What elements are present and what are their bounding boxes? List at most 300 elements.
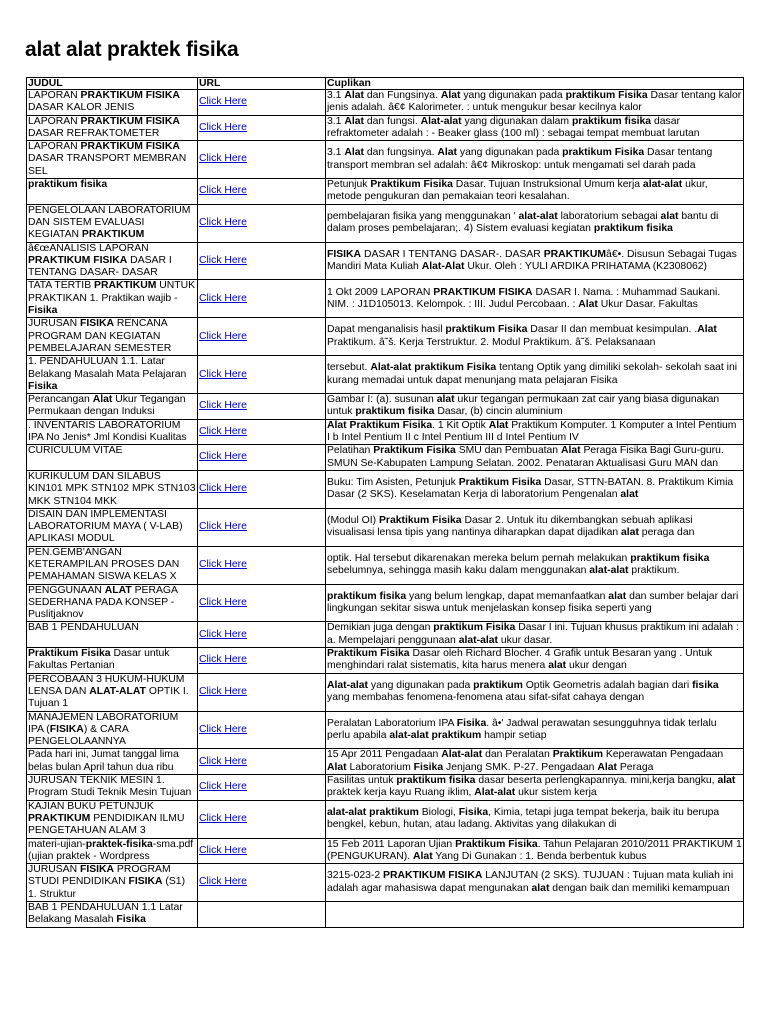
text-segment: DASAR I TENTANG DASAR-. DASAR (361, 248, 544, 260)
table-row (27, 204, 744, 242)
keyword-highlight: PRAKTIKUM FISIKA (80, 115, 180, 127)
result-snippet (326, 800, 744, 838)
result-snippet (326, 242, 744, 280)
result-title (27, 864, 198, 902)
text-segment: Perancangan (28, 394, 93, 406)
keyword-highlight: praktikum fisika (396, 775, 476, 787)
table-row (27, 394, 744, 420)
text-segment: praktikum. (628, 565, 680, 577)
text-segment: UNTUK PRAKTIKAN 1. Praktikan wajib - (28, 280, 196, 304)
keyword-highlight: Alat (344, 90, 364, 101)
text-segment: PENGELOLAAN LABORATORIUM DAN SISTEM EVALUASI KEGIATAN (28, 204, 191, 241)
text-segment: materi-ujian- (28, 838, 86, 850)
text-segment: â€•. Disusun Sebagai Tugas Mandiri Mata Kuliah (327, 248, 737, 272)
text-segment: 1. PENDAHULUAN 1.1. Latar Belakang Masalah Mata Pelajaran (28, 356, 187, 380)
click-here-link[interactable]: Click Here (199, 153, 247, 165)
text-segment: pembelajaran fisika yang menggunakan ' (327, 210, 519, 222)
keyword-highlight: praktikum fisika (571, 115, 652, 127)
text-segment: ) & CARA PENGELOLAANNYA (28, 723, 129, 748)
keyword-highlight: Praktikum Fisika (370, 179, 453, 191)
click-here-link[interactable]: Click Here (199, 400, 247, 412)
text-segment: DASAR REFRAKTOMETER (28, 127, 160, 139)
result-snippet (326, 141, 744, 179)
table-row (27, 622, 744, 648)
result-title (27, 673, 198, 711)
text-segment: Optik Geometris adalah bagian dari (522, 679, 693, 691)
text-segment: yang digunakan pada (457, 147, 563, 159)
result-title (27, 445, 198, 471)
click-here-link[interactable]: Click Here (199, 185, 247, 197)
keyword-highlight: praktikum fisika (327, 590, 407, 602)
keyword-highlight: PRAKTIKUM FISIKA (383, 870, 483, 882)
result-title (27, 775, 198, 801)
keyword-highlight: Fisika (116, 914, 146, 926)
text-segment: Ukur Dasar. Fakultas (597, 298, 698, 310)
keyword-highlight: alat (548, 660, 567, 672)
table-row (27, 280, 744, 318)
text-segment: Peraga (616, 761, 654, 773)
keyword-highlight: PRAKTIKUM FISIKA (80, 141, 180, 153)
header-url: URL (198, 78, 326, 90)
result-snippet (326, 749, 744, 775)
text-segment: yang belum lengkap, dapat memanfaatkan (406, 590, 609, 602)
text-segment: KURIKULUM DAN SILABUS KIN101 MPK STN102 MPK STN103 MKK STN104 MKK (28, 470, 196, 507)
text-segment: ukur tegangan permukaan zat cair yang biasa digunakan untuk (327, 394, 720, 418)
table-row (27, 673, 744, 711)
keyword-highlight: Alat (92, 394, 113, 406)
keyword-highlight: alat-alat praktikum (327, 806, 419, 818)
text-segment: yang digunakan dalam (461, 115, 572, 127)
text-segment: Dasar 2. Untuk itu dikembangkan sebuah aplikasi visualisasi lensa tipis yang nantinya diharapkan dapat dijadikan (327, 514, 693, 539)
text-segment: Dasar II dan membuat kesimpulan. . (527, 324, 698, 336)
result-title (27, 902, 198, 928)
result-url-cell (198, 673, 326, 711)
text-segment: 3.1 (327, 115, 345, 127)
results-table (26, 77, 744, 928)
result-snippet (326, 622, 744, 648)
keyword-highlight: Alat (697, 324, 717, 336)
keyword-highlight: Alat (344, 147, 364, 159)
result-snippet (326, 318, 744, 356)
text-segment: dasar refraktometer adalah : - Beaker glass (100 ml) : sebagai tempat membuat larutan (327, 115, 700, 139)
result-url-cell (198, 546, 326, 584)
result-snippet (326, 584, 744, 622)
result-title (27, 242, 198, 280)
keyword-highlight: PRAKTIKUM FISIKA (433, 286, 533, 298)
result-url-cell (198, 838, 326, 864)
click-here-link[interactable]: Click Here (199, 723, 247, 735)
text-segment: , Kimia, tetapi juga tempat bekerja, baik itu berupa bengkel, kebun, hutan, atau ladang. Aktivitas yang dilakukan di (327, 806, 720, 831)
result-url-cell (198, 749, 326, 775)
text-segment: Dasar, (b) cincin aluminium (434, 406, 563, 418)
result-url-cell (198, 622, 326, 648)
keyword-highlight: praktikum Fisika (445, 324, 528, 336)
result-url-cell (198, 648, 326, 674)
result-url-cell (198, 280, 326, 318)
result-url-cell (198, 775, 326, 801)
keyword-highlight: praktikum Fisika (562, 147, 645, 159)
result-title (27, 141, 198, 179)
click-here-link[interactable]: Click Here (199, 596, 247, 608)
text-segment: PROGRAM STUDI PENDIDIKAN (28, 864, 171, 888)
text-segment: Keperawatan Pengadaan (602, 749, 724, 761)
keyword-highlight: PRAKTIKUM FISIKA (28, 254, 128, 266)
click-here-link[interactable]: Click Here (199, 483, 247, 495)
keyword-highlight: alat-alat (589, 565, 629, 577)
keyword-highlight: praktek-fisika (85, 838, 153, 850)
text-segment: laboratorium sebagai (557, 210, 661, 222)
keyword-highlight: praktikum fisika (28, 179, 108, 191)
keyword-highlight: alat (660, 210, 679, 222)
table-row (27, 141, 744, 179)
keyword-highlight: Alat-alat praktikum Fisika (370, 362, 497, 374)
keyword-highlight: FISIKA (79, 864, 115, 876)
text-segment: Peraga Fisika Bagi Guru-guru. SMUN Se-Kabupaten Lampung Selatan. 2002. Penataran Aktualisasi Guru MAN dan (327, 445, 724, 469)
text-segment: JURUSAN (28, 864, 80, 876)
click-here-link[interactable]: Click Here (199, 558, 247, 570)
table-row (27, 115, 744, 141)
text-segment: . â•' Jadwal perawatan sesungguhnya tidak terlalu perlu apabila (327, 717, 717, 741)
table-row (27, 648, 744, 674)
keyword-highlight: Praktikum Fisika (28, 648, 111, 660)
result-url-cell (198, 115, 326, 141)
table-row (27, 902, 744, 928)
text-segment: tentang Optik yang dimiliki sekolah- sekolah saat ini kurang memadai untuk dapat menunjang mata pelajaran Fisika (327, 362, 738, 386)
result-snippet (326, 445, 744, 471)
text-segment: ukur dasar. (498, 634, 553, 646)
result-title (27, 179, 198, 205)
header-judul: JUDUL (27, 78, 198, 90)
keyword-highlight: FISIKA (49, 723, 84, 735)
result-url-cell (198, 508, 326, 546)
keyword-highlight: praktikum fisika (593, 223, 673, 235)
keyword-highlight: alat-alat (458, 634, 498, 646)
keyword-highlight: fisika (692, 679, 719, 691)
click-here-link[interactable]: Click Here (199, 254, 247, 266)
text-segment: (Modul OI) (327, 514, 379, 526)
keyword-highlight: alat (621, 527, 639, 539)
click-here-link[interactable]: Click Here (199, 755, 247, 767)
result-snippet (326, 673, 744, 711)
page-title: alat alat praktek fisika (25, 38, 239, 61)
result-snippet (326, 508, 744, 546)
result-url-cell (198, 242, 326, 280)
header-row (27, 78, 744, 90)
keyword-highlight: Alat (440, 90, 461, 101)
text-segment: dasar beserta perlengkapannya. mini,kerja bangku, (475, 775, 718, 787)
result-url-cell (198, 318, 326, 356)
text-segment: Dasar oleh Richard Blocher. 4 Grafik untuk Besaran yang . Untuk menghindari ralat sistematis, kita harus menera (327, 648, 713, 672)
result-snippet (326, 419, 744, 445)
text-segment: â€œANALISIS LAPORAN (28, 242, 149, 254)
click-here-link[interactable]: Click Here (199, 330, 247, 342)
text-segment: yang membahas fenomena-fenomena atau sifat-sifat cahaya dengan (327, 692, 645, 704)
result-snippet (326, 648, 744, 674)
keyword-highlight: alat-alat praktikum (389, 729, 482, 741)
text-segment: Biologi, (418, 806, 459, 818)
text-segment: dan Peralatan (482, 749, 553, 761)
text-segment: Petunjuk (327, 179, 371, 191)
keyword-highlight: Praktikum Fisika (458, 477, 542, 489)
text-segment: hampir setiap (481, 729, 547, 741)
result-snippet (326, 394, 744, 420)
table-row (27, 90, 744, 116)
text-segment: SMU dan Pembuatan (455, 445, 561, 457)
text-segment: DASAR TRANSPORT MEMBRAN SEL (28, 153, 187, 177)
text-segment: dan fungsinya. (363, 147, 438, 159)
keyword-highlight: Alat-alat (327, 679, 368, 691)
click-here-link[interactable]: Click Here (199, 876, 247, 888)
table-row (27, 318, 744, 356)
text-segment: Dasar tentang transport membran sel adalah: â€¢ Mikroskop: untuk mengamati sel darah pada (327, 147, 713, 171)
text-segment: 3.1 (327, 147, 345, 159)
result-title (27, 800, 198, 838)
table-row (27, 546, 744, 584)
text-segment: . Tahun Pelajaran 2010/2011 PRAKTIKUM 1 (PENGUKURAN). (327, 838, 742, 862)
text-segment: dengan baik dan memiliki kemampuan (549, 882, 730, 894)
result-title (27, 648, 198, 674)
keyword-highlight: Alat-alat (474, 787, 516, 799)
keyword-highlight: Alat-Alat (421, 261, 465, 272)
keyword-highlight: Praktikum Fisika (327, 648, 410, 660)
text-segment: JURUSAN TEKNIK MESIN 1. Program Studi Teknik Mesin Tujuan (28, 775, 192, 799)
result-snippet (326, 115, 744, 141)
keyword-highlight: FISIKA (128, 876, 163, 888)
keyword-highlight: Alat Praktikum Fisika (327, 419, 433, 431)
keyword-highlight: Alat (344, 115, 364, 127)
text-segment: PENGGUNAAN (28, 584, 105, 596)
text-segment: PERAGA SEDERHANA PADA KONSEP - Puslitjaknov (28, 584, 178, 621)
keyword-highlight: Alat (597, 761, 617, 773)
text-segment: -sma.pdf (ujian praktek - Wordpress (28, 838, 194, 862)
keyword-highlight: Fisika (28, 305, 58, 317)
keyword-highlight: Praktikum Fisika (455, 838, 538, 850)
click-here-link[interactable]: Click Here (199, 654, 247, 666)
click-here-link[interactable]: Click Here (199, 628, 247, 640)
result-snippet (326, 864, 744, 902)
result-title (27, 470, 198, 508)
keyword-highlight: Praktikum Fisika (378, 514, 462, 526)
text-segment: yang digunakan pada (460, 90, 566, 101)
text-segment: 3215-023-2 (327, 870, 384, 882)
text-segment: bantu di dalam proses pembelajaran;. 4) Sistem evaluasi kegiatan (327, 210, 719, 235)
text-segment: DASAR KALOR JENIS (28, 102, 135, 114)
result-url-cell (198, 141, 326, 179)
table-row (27, 508, 744, 546)
table-row (27, 864, 744, 902)
keyword-highlight: ALAT-ALAT (89, 685, 146, 697)
keyword-highlight: PRAKTIKUM FISIKA (80, 90, 180, 101)
text-segment: ukur dengan (566, 660, 627, 672)
text-segment: yang digunakan pada (368, 679, 474, 691)
click-here-link[interactable]: Click Here (199, 216, 247, 228)
result-snippet (326, 90, 744, 116)
text-segment: Praktikum. â˜š. Kerja Terstruktur. 2. Modul Praktikum. â˜š. Pelaksanaan (327, 336, 656, 348)
keyword-highlight: alat (620, 489, 639, 501)
keyword-highlight: praktikum Fisika (565, 90, 648, 101)
keyword-highlight: PRAKTIKUM (543, 248, 607, 260)
result-snippet (326, 902, 744, 928)
text-segment: KAJIAN BUKU PETUNJUK (28, 800, 154, 812)
keyword-highlight: PRAKTIKUM (94, 280, 157, 292)
table-row (27, 419, 744, 445)
click-here-link[interactable]: Click Here (199, 121, 247, 133)
text-segment: Dasar I ini. Tujuan khusus praktikum ini adalah : a. Mempelajari penggunaan (327, 622, 739, 646)
keyword-highlight: Praktikum (552, 749, 603, 761)
click-here-link[interactable]: Click Here (199, 425, 247, 437)
text-segment: OPTIK I. Tujuan 1 (28, 685, 189, 710)
text-segment: Ukur. Oleh : YULI ARDIKA PRIHATAMA (K2308062) (464, 261, 708, 272)
text-segment: ukur, metode pengukuran dan pemakaian teori kesalahan. (327, 179, 708, 203)
text-segment: DASAR I. Nama. : Muhammad Saukani. NIM. : J1D105013. Kelompok. : III. Judul Percobaan. : (327, 286, 721, 310)
text-segment: dan sumber belajar dari lingkungan sekitar siswa untuk menjelaskan konsep fisika seperti yang (327, 590, 739, 615)
text-segment: PEN.GEMB'ANGAN KETERAMPILAN PROSES DAN PEMAHAMAN SISWA KELAS X (28, 546, 180, 583)
result-url-cell (198, 356, 326, 394)
result-snippet (326, 280, 744, 318)
text-segment: LAPORAN (28, 90, 81, 101)
table-row (27, 356, 744, 394)
text-segment: Dasar tentang kalor jenis adalah. â€¢ Kalorimeter. : untuk mengukur besar kecilnya kalor (327, 90, 742, 114)
keyword-highlight: PRAKTIKUM (28, 812, 91, 824)
result-title (27, 838, 198, 864)
result-url-cell (198, 90, 326, 116)
text-segment: DASAR I TENTANG DASAR- DASAR (28, 254, 172, 279)
click-here-link[interactable]: Click Here (199, 685, 247, 697)
keyword-highlight: praktikum Fisika (433, 622, 516, 634)
text-segment: Peralatan Laboratorium IPA (327, 717, 457, 729)
result-url-cell (198, 800, 326, 838)
text-segment: praktek kerja kayu Ruang iklim, (327, 787, 475, 799)
keyword-highlight: Alat-alat (420, 115, 462, 127)
result-snippet (326, 711, 744, 749)
table-row (27, 838, 744, 864)
click-here-link[interactable]: Click Here (199, 844, 247, 856)
text-segment: tersebut. (327, 362, 371, 374)
text-segment: Dapat menganalisis hasil (327, 324, 446, 336)
result-snippet (326, 470, 744, 508)
click-here-link[interactable]: Click Here (199, 96, 247, 108)
text-segment: Demikian juga dengan (327, 622, 434, 634)
keyword-highlight: Praktikum Fisika (373, 445, 456, 457)
click-here-link[interactable]: Click Here (199, 292, 247, 304)
text-segment: Pada hari ini, Jumat tanggal lima belas bulan April tahun dua ribu (28, 749, 179, 773)
text-segment: dan fungsi. (363, 115, 421, 127)
result-url-cell (198, 470, 326, 508)
text-segment: dan Fungsinya. (363, 90, 441, 101)
keyword-highlight: ALAT (104, 584, 132, 596)
result-snippet (326, 179, 744, 205)
keyword-highlight: praktikum fisika (630, 552, 710, 564)
result-url-cell (198, 902, 326, 928)
text-segment: 15 Feb 2011 Laporan Ujian (327, 838, 456, 850)
text-segment: JURUSAN (28, 318, 80, 330)
keyword-highlight: Alat (413, 850, 433, 862)
text-segment: MANAJEMEN LABORATORIUM IPA ( (28, 711, 179, 735)
text-segment: Dasar. Tujuan Instruksional Umum kerja (452, 179, 643, 191)
results-body (27, 90, 744, 928)
click-here-link[interactable]: Click Here (199, 521, 247, 533)
table-row (27, 711, 744, 749)
keyword-highlight: alat (717, 775, 736, 787)
text-segment: Yang Di Gunakan : 1. Benda berbentuk kubus (432, 850, 647, 862)
header-cuplikan: Cuplikan (326, 78, 744, 90)
result-snippet (326, 775, 744, 801)
keyword-highlight: Fisika (28, 380, 58, 392)
result-url-cell (198, 584, 326, 622)
text-segment: 3.1 (327, 90, 345, 101)
click-here-link[interactable]: Click Here (199, 812, 247, 824)
text-segment: PENDIDIKAN ILMU PENGETAHUAN ALAM 3 (28, 812, 185, 837)
keyword-highlight: PRAKTIKUM (81, 229, 145, 241)
keyword-highlight: Alat-alat (441, 749, 483, 761)
keyword-highlight: Fisika (456, 717, 487, 729)
table-row (27, 800, 744, 838)
result-url-cell (198, 204, 326, 242)
result-title (27, 546, 198, 584)
click-here-link[interactable]: Click Here (199, 368, 247, 380)
table-row (27, 584, 744, 622)
result-url-cell (198, 864, 326, 902)
keyword-highlight: Alat (437, 147, 457, 159)
text-segment: TATA TERTIB (28, 280, 95, 292)
keyword-highlight: alat (436, 394, 455, 406)
result-title (27, 711, 198, 749)
click-here-link[interactable]: Click Here (199, 451, 247, 463)
text-segment: Dasar, STTN-BATAN. 8. Praktikum Kimia Dasar (2 SKS). Keselamatan Kerja di laboratorium Pengenalan (327, 477, 734, 501)
result-title (27, 280, 198, 318)
keyword-highlight: praktikum (473, 679, 523, 691)
text-segment: sebelumnya, sehingga masih kaku dalam menggunakan (327, 565, 590, 577)
result-snippet (326, 546, 744, 584)
keyword-highlight: Fisika (458, 806, 489, 818)
result-url-cell (198, 394, 326, 420)
keyword-highlight: Fisika (413, 761, 444, 773)
text-segment: LAPORAN (28, 115, 81, 127)
text-segment: Jenjang SMK. P-27. Pengadaan (443, 761, 598, 773)
text-segment: ukur sistem kerja (515, 787, 597, 799)
table-row (27, 470, 744, 508)
text-segment: Buku: Tim Asisten, Petunjuk (327, 477, 459, 489)
text-segment: 1 Okt 2009 LAPORAN (327, 286, 434, 298)
keyword-highlight: FISIKA (79, 318, 115, 330)
text-segment: Pelatihan (327, 445, 374, 457)
text-segment: LANJUTAN (2 SKS). TUJUAN : Tujuan mata kuliah ini adalah agar mahasiswa dapat mengunakan (327, 870, 734, 894)
keyword-highlight: FISIKA (327, 248, 362, 260)
result-title (27, 622, 198, 648)
keyword-highlight: praktikum fisika (355, 406, 435, 418)
result-title (27, 115, 198, 141)
text-segment: CURICULUM VITAE (28, 445, 123, 457)
text-segment: LAPORAN (28, 141, 81, 153)
text-segment: peraga dan (638, 527, 695, 539)
keyword-highlight: Alat (327, 761, 347, 773)
result-title (27, 204, 198, 242)
text-segment: Fasilitas untuk (327, 775, 397, 787)
table-row (27, 179, 744, 205)
result-url-cell (198, 445, 326, 471)
keyword-highlight: alat-alat (518, 210, 558, 222)
text-segment: BAB 1 PENDAHULUAN 1.1 Latar Belakang Masalah (28, 902, 183, 926)
result-snippet (326, 838, 744, 864)
result-url-cell (198, 711, 326, 749)
keyword-highlight: Alat (560, 445, 581, 457)
result-title (27, 749, 198, 775)
result-title (27, 90, 198, 116)
result-title (27, 394, 198, 420)
keyword-highlight: Alat (488, 419, 509, 431)
click-here-link[interactable]: Click Here (199, 781, 247, 793)
result-snippet (326, 204, 744, 242)
